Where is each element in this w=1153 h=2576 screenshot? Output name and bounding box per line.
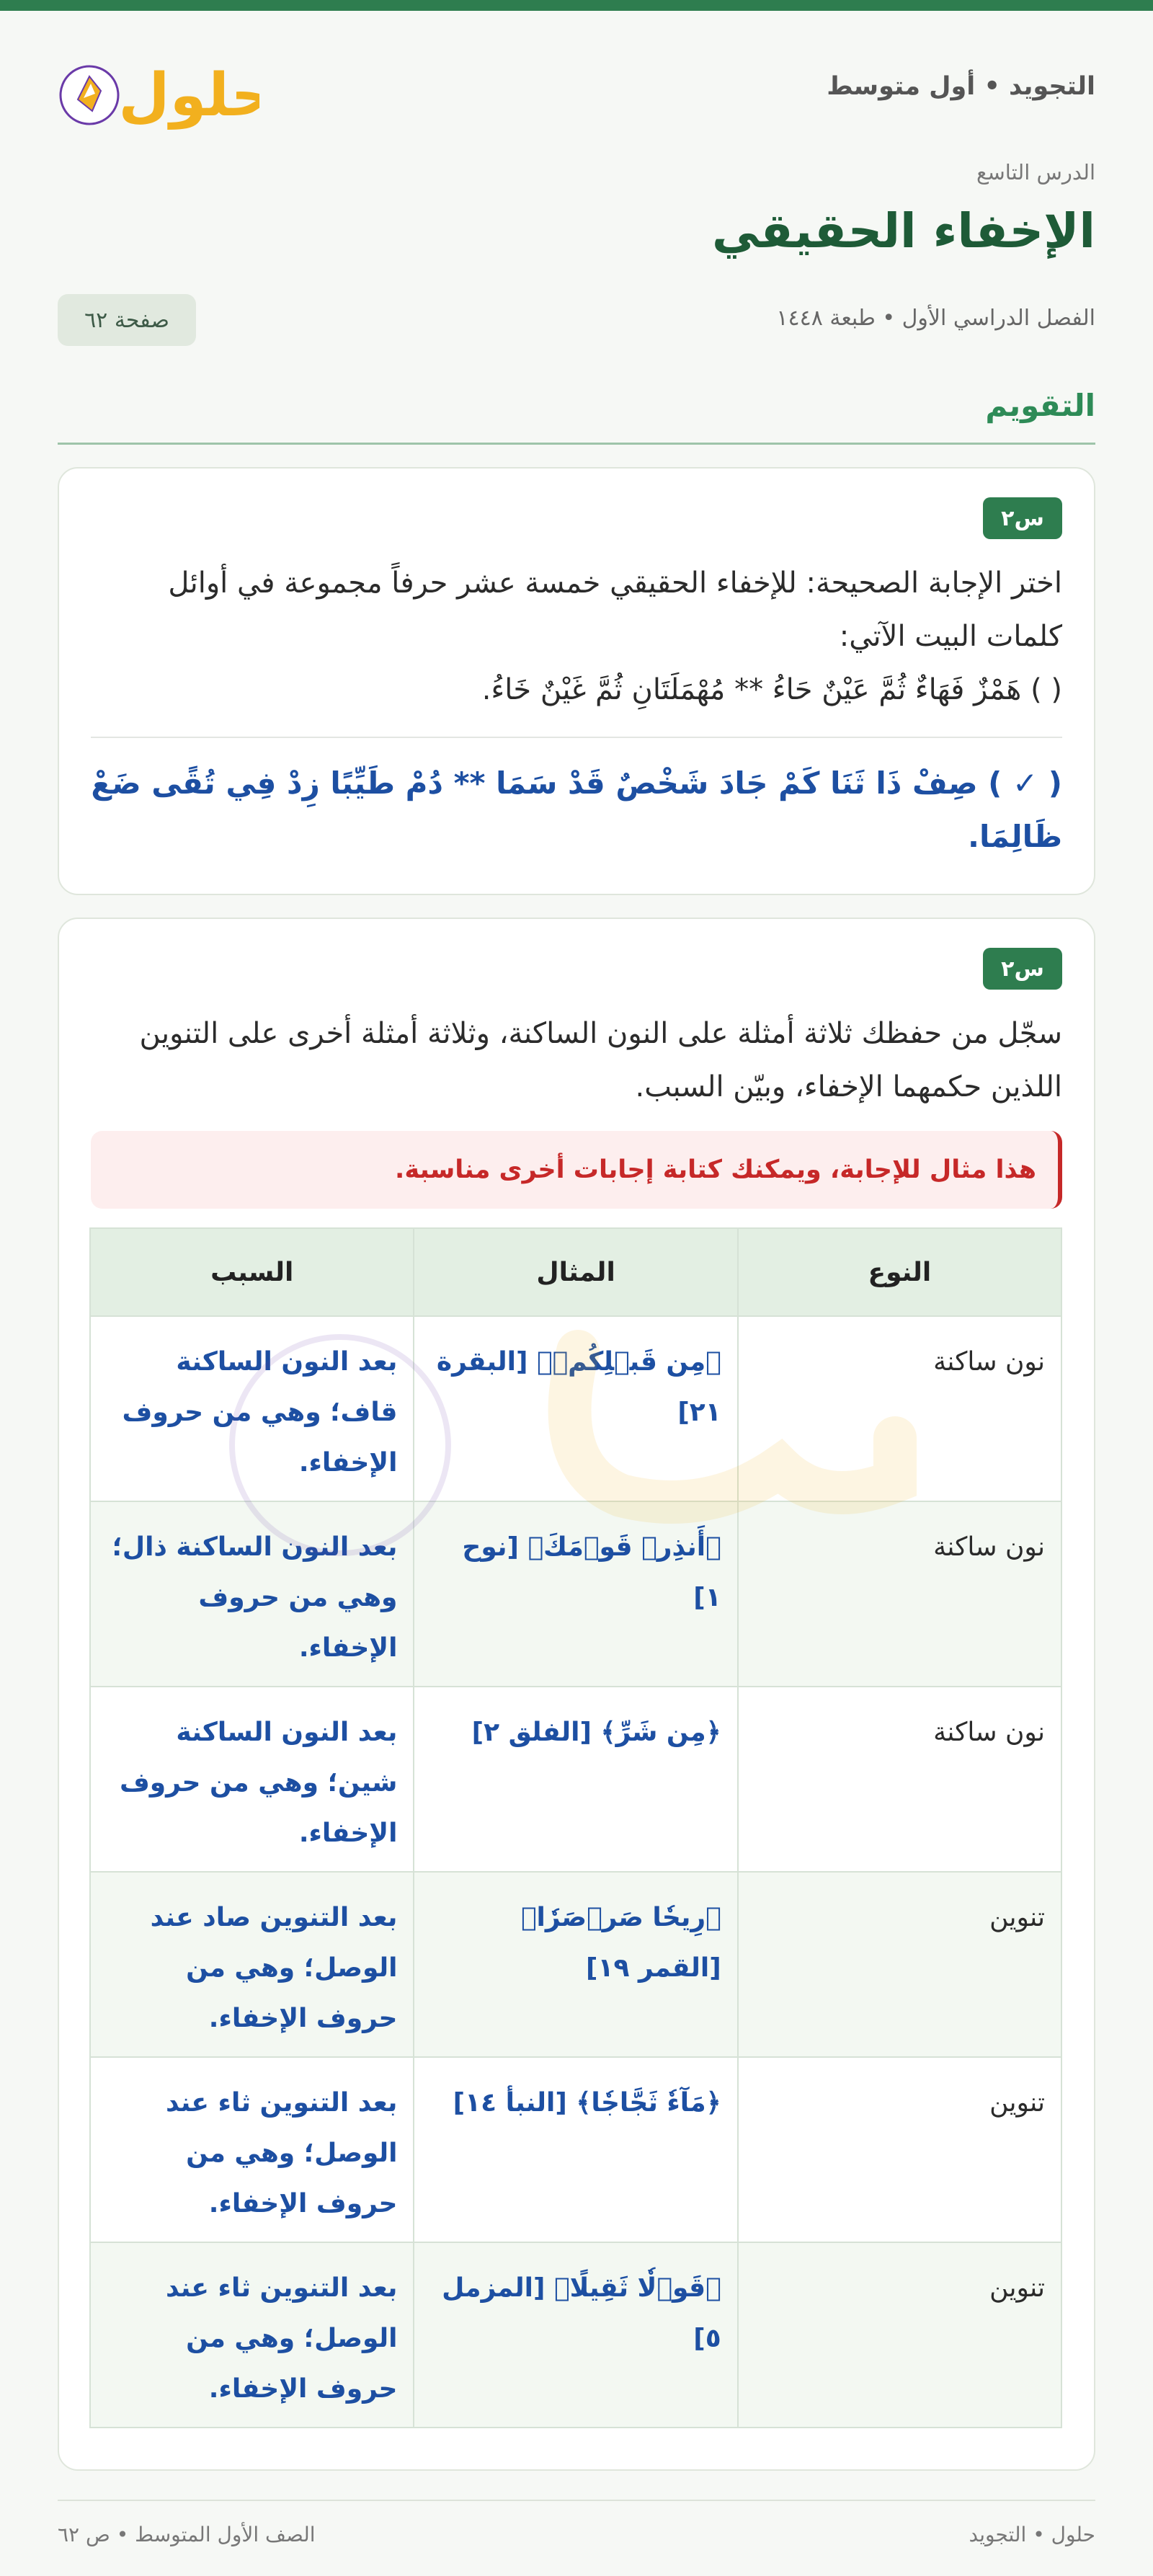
- table-row: [90, 2242, 1061, 2428]
- footer-divider: [58, 2500, 1095, 2501]
- top-accent-bar: [0, 0, 1153, 11]
- cell-type: نون ساكنة: [738, 1316, 1061, 1501]
- cell-example: ﴿مِن قَبۡلِكُمۡ﴾ [البقرة ٢١]: [414, 1316, 737, 1501]
- edition-info: الفصل الدراسي الأول • طبعة ١٤٤٨: [776, 306, 1095, 331]
- table-row: [90, 2057, 1061, 2242]
- column-header-type: النوع: [738, 1228, 1061, 1316]
- cell-reason: بعد النون الساكنة ذال؛ وهي من حروف الإخفاء.: [90, 1501, 414, 1687]
- lesson-number: الدرس التاسع: [976, 160, 1095, 185]
- table-row: [90, 1872, 1061, 2057]
- column-header-reason: السبب: [90, 1228, 414, 1316]
- cell-example: ﴿قَوۡلٗا ثَقِيلًا﴾ [المزمل ٥]: [414, 2242, 737, 2428]
- cell-type: تنوين: [738, 1872, 1061, 2057]
- cell-example: ﴿رِيحٗا صَرۡصَرٗا﴾ [القمر ١٩]: [414, 1872, 737, 2057]
- table-row: [90, 1316, 1061, 1501]
- correct-answer: ( ✓ ) صِفْ ذَا ثَنَا كَمْ جَادَ شَخْصٌ قَدْ سَمَا ** دُمْ طَيِّبًا زِدْ فِي تُقًى ضَعْ ظَالِمَا.: [91, 765, 1062, 854]
- table-header-row: [90, 1228, 1061, 1316]
- page-header: [58, 48, 1095, 141]
- hulul-logo[interactable]: [58, 48, 259, 141]
- cell-type: تنوين: [738, 2242, 1061, 2428]
- section-title: التقويم: [985, 388, 1095, 423]
- cell-type: تنوين: [738, 2057, 1061, 2242]
- page-number-badge: صفحة ٦٢: [58, 294, 196, 346]
- question-text: سجّل من حفظك ثلاثة أمثلة على النون الساكنة، وثلاثة أمثلة أخرى على التنوين اللذين حكمهما الإخفاء، وبيّن السبب.: [139, 1017, 1062, 1103]
- footer-brand: حلول • التجويد: [969, 2523, 1095, 2546]
- cell-reason: بعد النون الساكنة قاف؛ وهي من حروف الإخفاء.: [90, 1316, 414, 1501]
- examples-table: [89, 1227, 1062, 2428]
- cell-reason: بعد التنوين ثاء عند الوصل؛ وهي من حروف الإخفاء.: [90, 2057, 414, 2242]
- logo-icon: [58, 48, 259, 141]
- question-card-1: [58, 467, 1095, 895]
- question-card-2: [58, 918, 1095, 2471]
- cell-example: ﴿مِن شَرِّ﴾ [الفلق ٢]: [414, 1687, 737, 1872]
- subject-label: التجويد • أول متوسط: [827, 72, 1095, 101]
- section-divider: [58, 443, 1095, 445]
- question-option: ( ) هَمْزٌ فَهَاءٌ ثُمَّ عَيْنٌ حَاءُ ** مُهْمَلَتَانِ ثُمَّ غَيْنٌ خَاءُ.: [481, 673, 1062, 706]
- cell-example: ﴿مَآءٗ ثَجَّاجٗا﴾ [النبأ ١٤]: [414, 2057, 737, 2242]
- question-badge: س٢: [983, 948, 1062, 990]
- cell-type: نون ساكنة: [738, 1687, 1061, 1872]
- table-row: [90, 1501, 1061, 1687]
- cell-example: ﴿أَنذِرۡ قَوۡمَكَ﴾ [نوح ١]: [414, 1501, 737, 1687]
- question-prompt: اختر الإجابة الصحيحة: للإخفاء الحقيقي خمسة عشر حرفاً مجموعة في أوائل كلمات البيت الآتي:: [168, 567, 1062, 653]
- example-note: هذا مثال للإجابة، ويمكنك كتابة إجابات أخرى مناسبة.: [91, 1131, 1062, 1209]
- svg-text:حلول: حلول: [118, 61, 259, 130]
- lesson-title: الإخفاء الحقيقي: [711, 203, 1095, 259]
- cell-reason: بعد التنوين صاد عند الوصل؛ وهي من حروف الإخفاء.: [90, 1872, 414, 2057]
- cell-type: نون ساكنة: [738, 1501, 1061, 1687]
- cell-reason: بعد التنوين ثاء عند الوصل؛ وهي من حروف الإخفاء.: [90, 2242, 414, 2428]
- table-row: [90, 1687, 1061, 1872]
- cell-reason: بعد النون الساكنة شين؛ وهي من حروف الإخفاء.: [90, 1687, 414, 1872]
- answer-divider: [91, 737, 1062, 738]
- question-badge: س٢: [983, 497, 1062, 539]
- column-header-example: المثال: [414, 1228, 737, 1316]
- question-text: [91, 556, 1062, 716]
- footer-page-info: الصف الأول المتوسط • ص ٦٢: [58, 2523, 316, 2546]
